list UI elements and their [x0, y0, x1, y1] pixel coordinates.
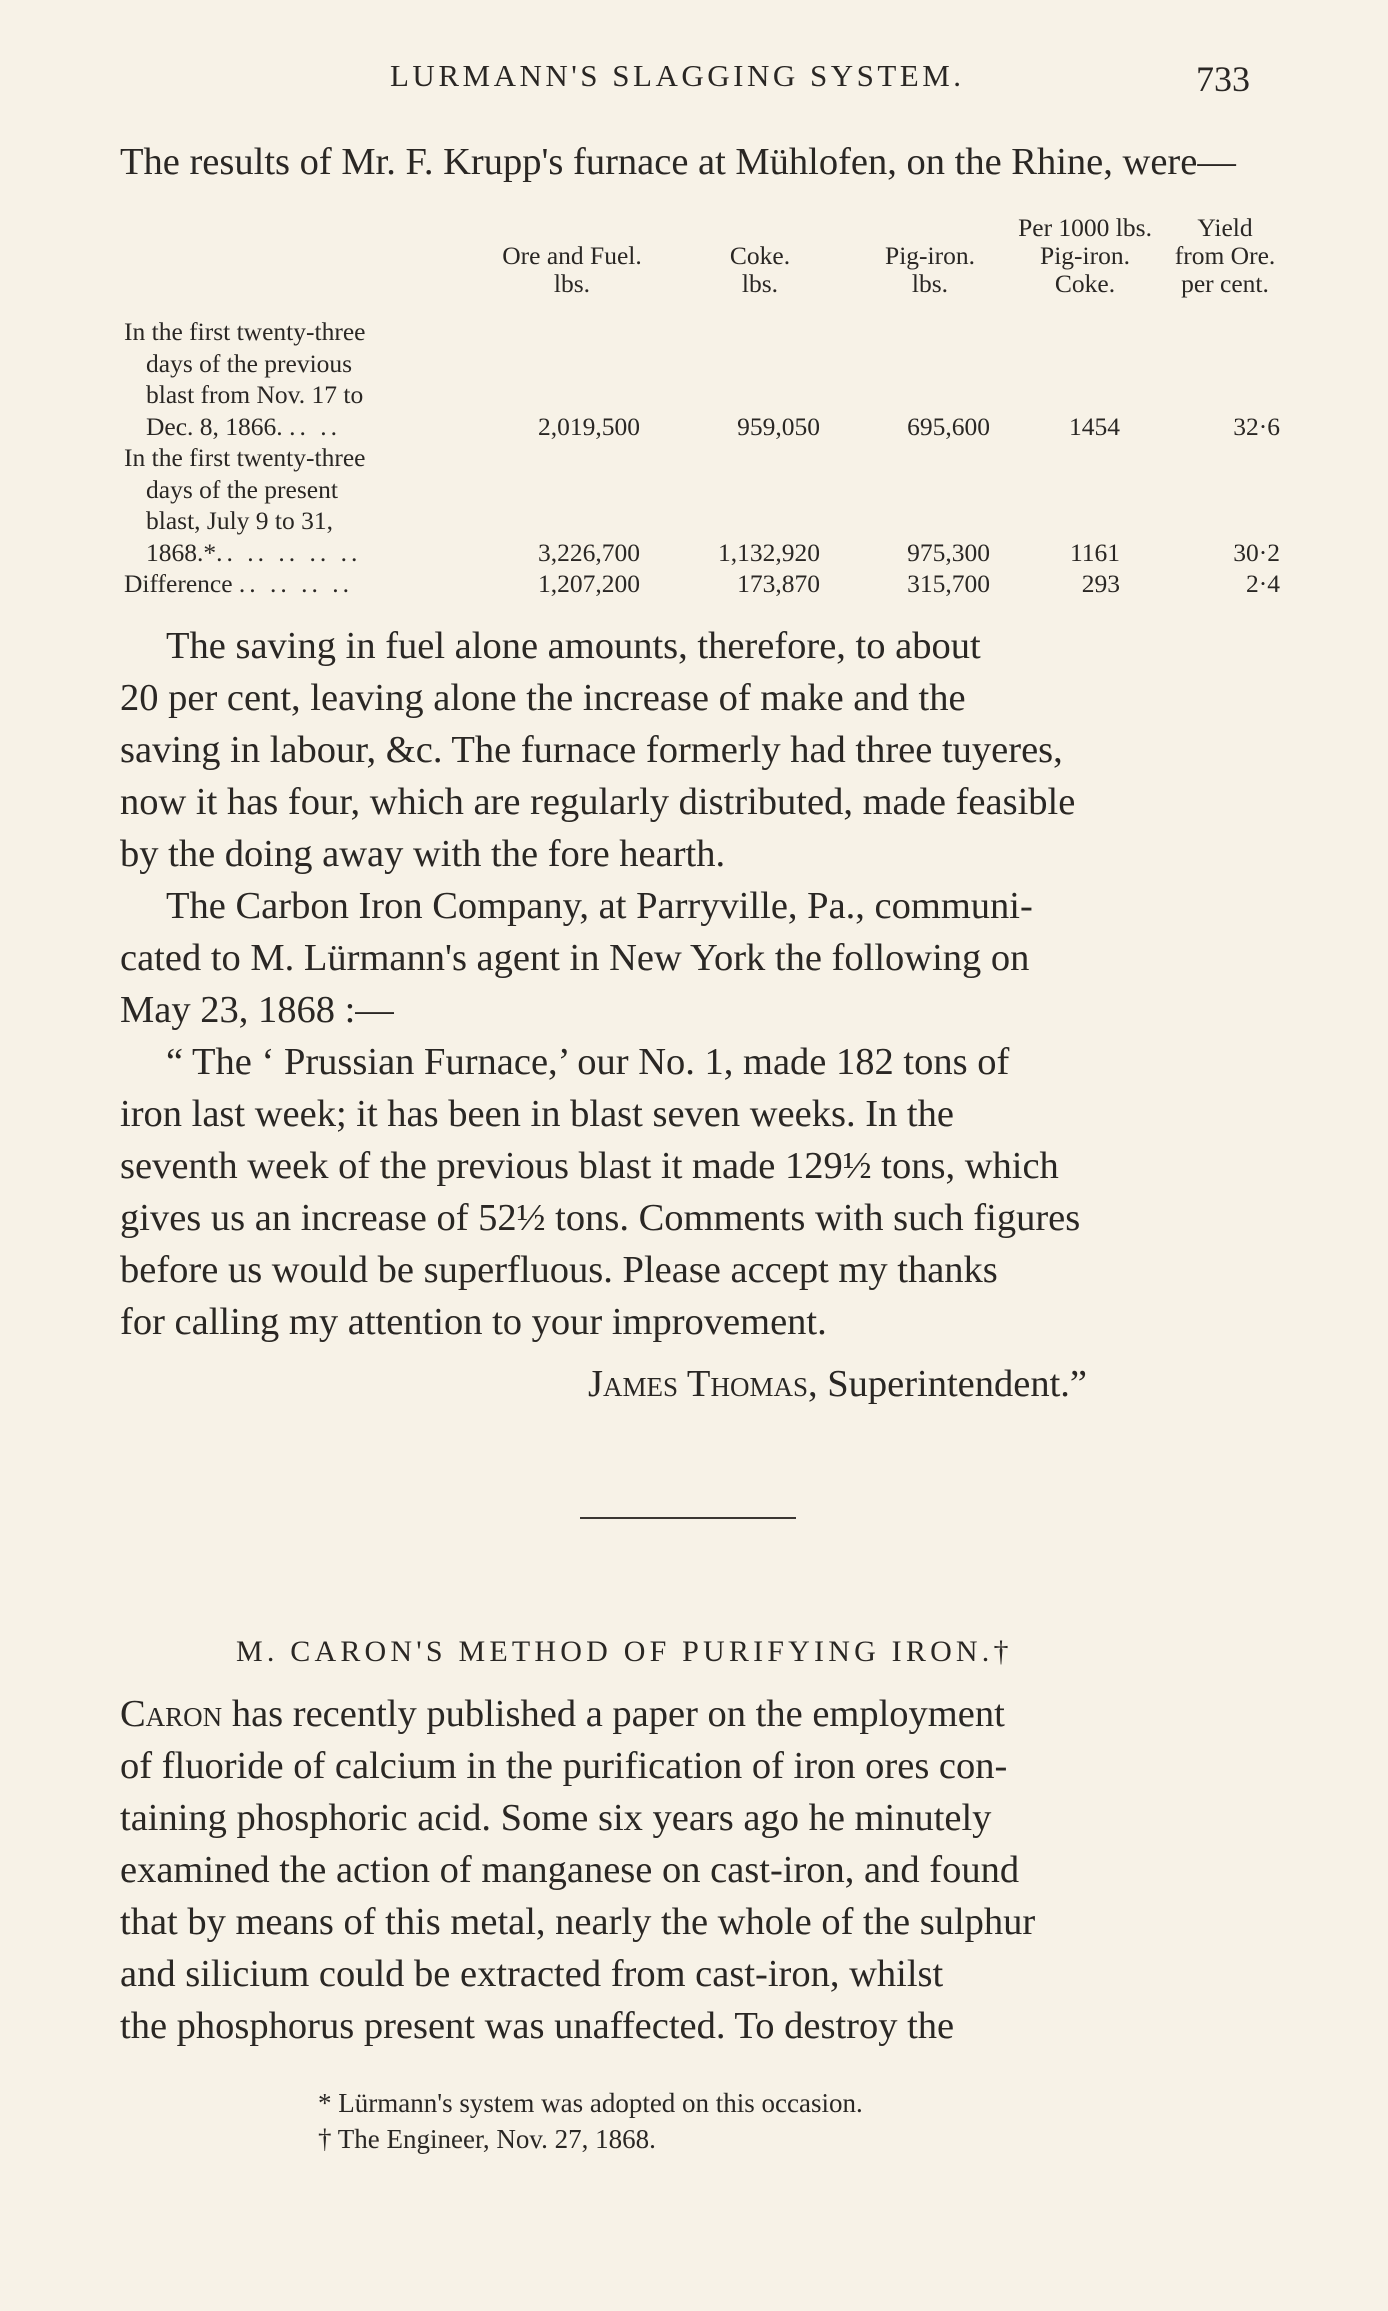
cell-ore-fuel: 3,226,700 [538, 537, 640, 567]
col-header-per-1000 [1005, 214, 1165, 298]
cell-coke: 173,870 [737, 569, 820, 598]
footnote: † The Engineer, Nov. 27, 1868. [318, 2124, 656, 2154]
text-line: May 23, 1868 :— [120, 989, 394, 1031]
row-label-text: Difference [124, 569, 233, 598]
cell-yield: 2·4 [1246, 569, 1280, 598]
cell-coke: 959,050 [737, 411, 820, 441]
row-label-line: In the first twenty-three [124, 317, 366, 346]
table-row-label [124, 442, 484, 568]
col-header-yield-2: from Ore. [1174, 241, 1276, 270]
caron-first-word: Caron [120, 1693, 223, 1735]
footnote: * Lürmann's system was adopted on this occasion. [318, 2088, 863, 2118]
text-line: The Carbon Iron Company, at Parryville, Pa., communi- [166, 885, 1033, 927]
col-header-yield-1: Yield [1197, 213, 1253, 242]
section-divider [580, 1517, 796, 1519]
text-line: 20 per cent, leaving alone the increase of make and the [120, 677, 966, 719]
cell-per-1000: 1161 [1069, 537, 1120, 567]
col-header-coke-label: Coke. [729, 241, 791, 270]
text-line: now it has four, which are regularly distributed, made feasible [120, 781, 1076, 823]
col-header-ore-fuel [482, 242, 662, 298]
row-label-text: 1868.* [146, 537, 217, 567]
row-label-line: blast from Nov. 17 to [146, 380, 364, 409]
text-line: seventh week of the previous blast it made 129½ tons, which [120, 1145, 1059, 1187]
cell-coke: 1,132,920 [718, 537, 820, 567]
row-label-line: In the first twenty-three [124, 443, 366, 472]
row-label-last [124, 537, 484, 569]
text-line: taining phosphoric acid. Some six years ago he minutely [120, 1797, 992, 1839]
row-label-line: blast, July 9 to 31, [146, 506, 334, 535]
saving-paragraph [120, 620, 1280, 880]
caron-first-line: has recently published a paper on the employment [222, 1693, 1005, 1735]
cell-yield: 30·2 [1233, 537, 1280, 567]
text-line: cated to M. Lürmann's agent in New York the following on [120, 937, 1030, 979]
text-line: The saving in fuel alone amounts, therefore, to about [166, 625, 981, 667]
cell-ore-fuel: 1,207,200 [538, 569, 640, 598]
running-title: LURMANN'S SLAGGING SYSTEM. [390, 58, 965, 93]
col-header-coke [700, 242, 820, 298]
col-header-per-1000-label: Per 1000 lbs. [1018, 213, 1152, 242]
text-line: and silicium could be extracted from cast-iron, whilst [120, 1953, 944, 1995]
cell-pig-iron: 315,700 [907, 569, 990, 598]
caron-paragraph [120, 1688, 1280, 2052]
intro-paragraph [120, 136, 1280, 188]
signature [588, 1362, 1087, 1406]
text-line: by the doing away with the fore hearth. [120, 833, 726, 875]
table-row-label [124, 316, 484, 442]
intro-text: The results of Mr. F. Krupp's furnace at Mühlofen, on the Rhine, were— [120, 141, 1236, 183]
section-heading: M. CARON'S METHOD OF PURIFYING IRON.† [236, 1635, 1013, 1668]
footnotes [318, 2085, 863, 2157]
row-leader: .. .. .. .. .. [216, 537, 362, 567]
row-label-text: Dec. 8, 1866. [146, 411, 283, 441]
col-header-ore-fuel-label: Ore and Fuel. [502, 241, 642, 270]
cell-ore-fuel: 2,019,500 [538, 411, 640, 441]
carbon-iron-paragraph [120, 880, 1280, 1036]
col-header-per-1000-pig: Pig-iron. [1040, 241, 1130, 270]
row-label-line: days of the previous [146, 348, 353, 378]
row-label-last [124, 568, 484, 600]
text-line: gives us an increase of 52½ tons. Comments with such figures [120, 1197, 1081, 1239]
col-header-pig-iron-label: Pig-iron. [885, 241, 975, 270]
text-line: that by means of this metal, nearly the whole of the sulphur [120, 1901, 1036, 1943]
text-line [120, 1688, 1280, 1740]
cell-pig-iron: 695,600 [907, 411, 990, 441]
col-header-coke-unit: lbs. [741, 269, 779, 298]
cell-yield: 32·6 [1233, 411, 1280, 441]
text-line: for calling my attention to your improvement. [120, 1301, 827, 1343]
cell-per-1000: 293 [1081, 569, 1120, 598]
col-header-yield [1160, 214, 1290, 298]
quote-paragraph [120, 1036, 1280, 1348]
text-line: examined the action of manganese on cast-iron, and found [120, 1849, 1020, 1891]
text-line: the phosphorus present was unaffected. To destroy the [120, 2005, 955, 2047]
table-row-label [124, 568, 484, 600]
col-header-per-1000-coke: Coke. [1054, 269, 1116, 298]
page-number: 733 [1196, 59, 1250, 99]
signature-name: James Thomas [588, 1363, 808, 1405]
text-line: of fluoride of calcium in the purification of iron ores con- [120, 1745, 1008, 1787]
text-line: saving in labour, &c. The furnace formerly had three tuyeres, [120, 729, 1063, 771]
text-line: iron last week; it has been in blast seven weeks. In the [120, 1093, 954, 1135]
col-header-pig-iron-unit: lbs. [911, 269, 949, 298]
text-line: before us would be superfluous. Please accept my thanks [120, 1249, 998, 1291]
cell-per-1000: 1454 [1069, 411, 1120, 441]
cell-pig-iron: 975,300 [907, 537, 990, 567]
col-header-pig-iron [865, 242, 995, 298]
col-header-yield-3: per cent. [1181, 269, 1269, 298]
row-label-last [124, 411, 484, 443]
row-leader: .. .. .. .. [238, 569, 354, 598]
col-header-ore-fuel-unit: lbs. [553, 269, 591, 298]
signature-title: , Superintendent.” [807, 1363, 1088, 1405]
text-line: “ The ‘ Prussian Furnace,’ our No. 1, made 182 tons of [166, 1041, 1010, 1083]
row-label-line: days of the present [146, 474, 338, 504]
row-leader: .. .. [289, 411, 341, 441]
